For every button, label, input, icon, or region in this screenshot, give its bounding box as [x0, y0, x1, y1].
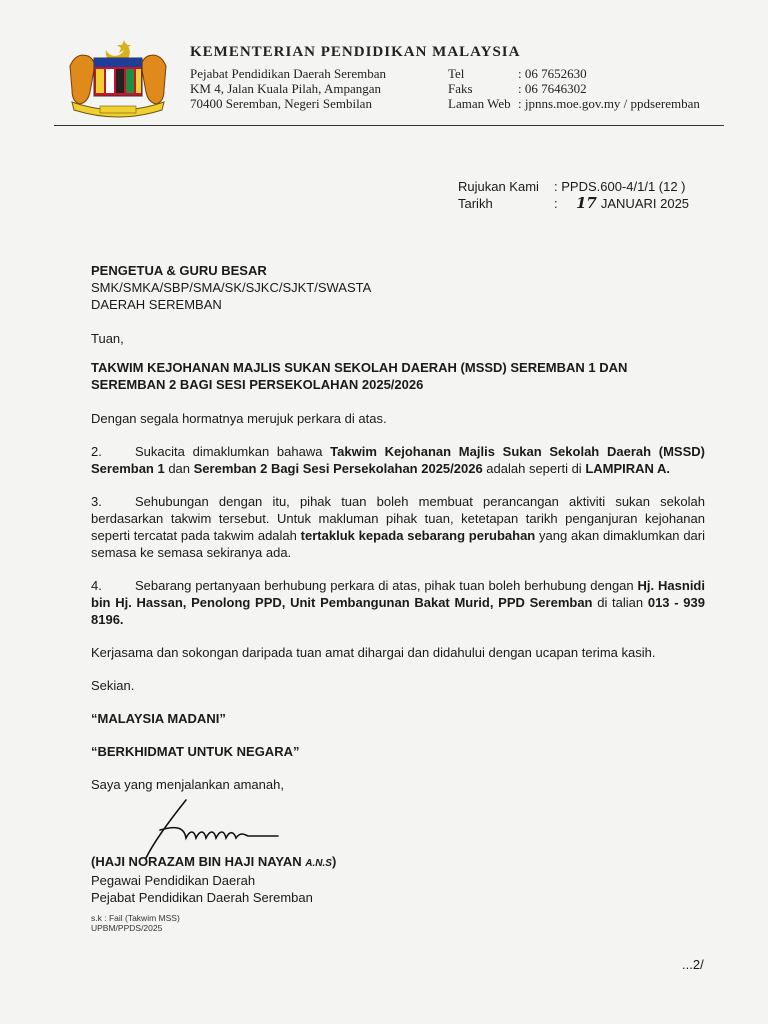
office-contact: [448, 66, 700, 111]
signatory-office: Pejabat Pendidikan Daerah Seremban: [91, 890, 313, 905]
web-value: : jpnns.moe.gov.my / ppdseremban: [518, 96, 700, 111]
salutation: Tuan,: [91, 331, 124, 346]
para2-bold: Seremban 2 Bagi Sesi Persekolahan 2025/2026: [193, 461, 483, 476]
signatory-title: Pegawai Pendidikan Daerah: [91, 873, 256, 888]
recipient-title: PENGETUA & GURU BESAR: [91, 263, 267, 278]
reference-label: Rujukan Kami: [458, 179, 539, 194]
address-line: 70400 Seremban, Negeri Sembilan: [190, 96, 372, 111]
para3-bold: tertakluk kepada sebarang perubahan: [300, 528, 536, 543]
paragraph-number: 2.: [91, 444, 102, 459]
para4-text: Sebarang pertanyaan berhubung perkara di atas, pihak tuan boleh berhubung dengan: [135, 578, 638, 593]
date-label: Tarikh: [458, 196, 493, 211]
para2-bold: Takwim Kejohanan Majlis Sukan Sekolah Daerah (MSSD) Seremban 1: [91, 444, 705, 476]
para2-attachment: LAMPIRAN A.: [585, 461, 671, 476]
malaysia-coat-of-arms-icon: [62, 36, 174, 120]
footnote-line: s.k : Fail (Takwim MSS): [91, 913, 180, 923]
fax-value: : 06 7646302: [518, 81, 587, 96]
sekian-line: Sekian.: [91, 678, 135, 693]
para3-text: yang akan dimaklumkan dari semasa ke semasa sekiranya ada.: [91, 528, 705, 560]
para2-text: Sukacita dimaklumkan bahawa: [135, 444, 331, 459]
signatory-name-text: (HAJI NORAZAM BIN HAJI NAYAN: [91, 854, 306, 869]
contact-person: Hj. Hasnidi bin Hj. Hassan, Penolong PPD, Unit Pembangunan Bakat Murid, PPD Seremban: [91, 578, 705, 610]
date-colon: :: [554, 196, 558, 211]
date-month-year: JANUARI 2025: [600, 196, 690, 211]
ministry-name: KEMENTERIAN PENDIDIKAN MALAYSIA: [190, 44, 521, 60]
header-divider: [54, 125, 724, 126]
amanah-line: Saya yang menjalankan amanah,: [91, 777, 284, 792]
office-address: [190, 66, 386, 111]
page-continuation: ...2/: [682, 957, 704, 972]
footnote: [91, 913, 180, 933]
reference-value: : PPDS.600-4/1/1 (12 ): [554, 179, 686, 194]
recipient-district: DAERAH SEREMBAN: [91, 297, 222, 312]
address-line: Pejabat Pendidikan Daerah Seremban: [190, 66, 387, 81]
para2-text: dan: [164, 461, 194, 476]
motto-berkhidmat: “BERKHIDMAT UNTUK NEGARA”: [91, 744, 300, 759]
contact-phone: 013 - 939 8196.: [91, 595, 705, 627]
handwritten-signature-icon: [120, 796, 280, 866]
reference-row: [458, 178, 689, 195]
tel-label: Tel: [448, 66, 465, 81]
closing-line: Kerjasama dan sokongan daripada tuan amat dihargai dan didahului dengan ucapan terima kasih.: [91, 645, 656, 660]
paragraph-2: [91, 443, 705, 477]
signatory-honorific: A.N.S: [305, 858, 332, 869]
opening-line: Dengan segala hormatnya merujuk perkara di atas.: [91, 411, 387, 426]
tel-value: : 06 7652630: [518, 66, 587, 81]
paragraph-number: 4.: [91, 578, 102, 593]
web-label: Laman Web: [448, 96, 511, 111]
web-row: [448, 96, 700, 111]
date-row: [458, 195, 689, 212]
paragraph-4: [91, 577, 705, 628]
paragraph-3: [91, 493, 705, 561]
recipient-block: [91, 262, 705, 313]
fax-label: Faks: [448, 81, 473, 96]
fax-row: [448, 81, 700, 96]
para2-text: adalah seperti di: [482, 461, 586, 476]
paragraph-number: 3.: [91, 494, 102, 509]
address-line: KM 4, Jalan Kuala Pilah, Ampangan: [190, 81, 381, 96]
motto-madani: “MALAYSIA MADANI”: [91, 711, 226, 726]
date-day-handwritten: 17: [576, 194, 597, 212]
footnote-line: UPBM/PPDS/2025: [91, 923, 163, 933]
recipient-schools: SMK/SMKA/SBP/SMA/SK/SJKC/SJKT/SWASTA: [91, 280, 372, 295]
para4-text: di talian: [592, 595, 648, 610]
signatory-name-close: ): [331, 854, 337, 869]
para3-text: Sehubungan dengan itu, pihak tuan boleh membuat perancangan aktiviti sukan sekolah berdasarkan takwim tersebut. Untuk makluman pihak tuan, ketetapan tarikh penganjuran kejohanan seperti tercatat pada takwim adalah: [91, 494, 705, 543]
subject-line: TAKWIM KEJOHANAN MAJLIS SUKAN SEKOLAH DAERAH (MSSD) SEREMBAN 1 DAN SEREMBAN 2 BAGI SESI PERSEKOLAHAN 2025/2026: [91, 360, 628, 392]
tel-row: [448, 66, 700, 81]
reference-block: [458, 178, 689, 212]
